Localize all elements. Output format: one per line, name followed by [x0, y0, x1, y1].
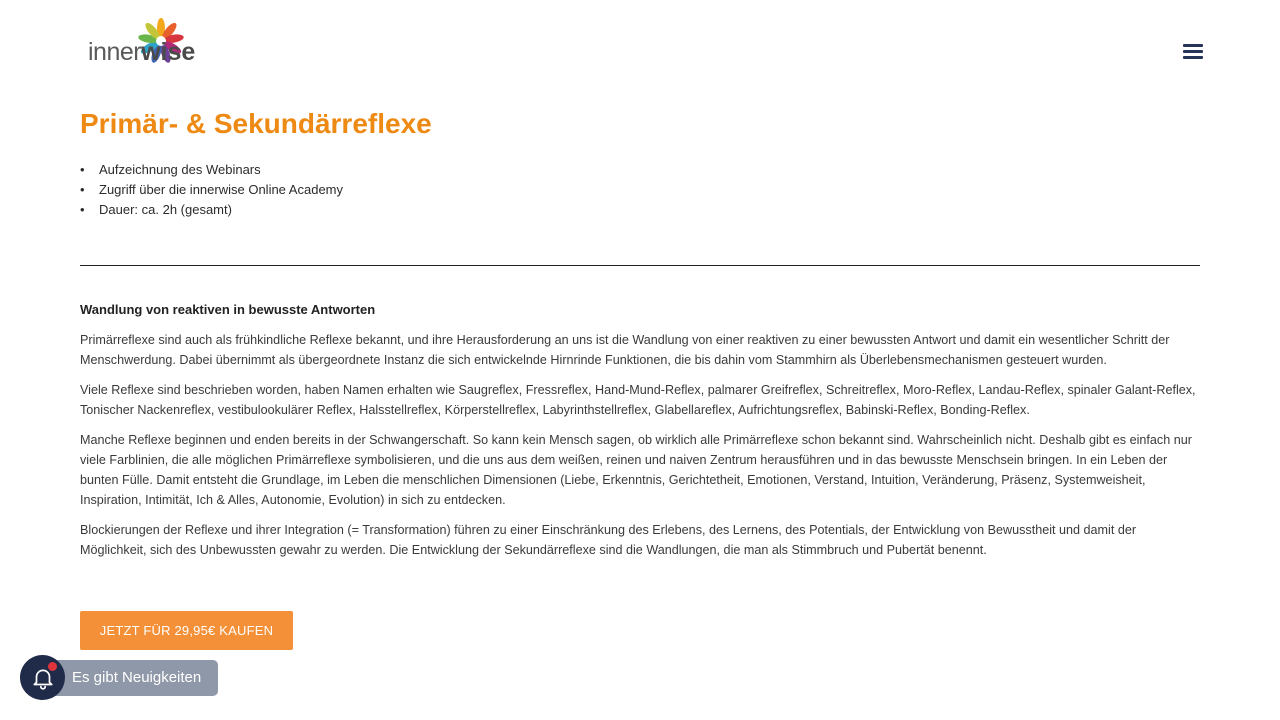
description-paragraph: Blockierungen der Reflexe und ihrer Integration (= Transformation) führen zu einer Einschränkung des Erlebens, des Lernens, des Potentials, der Entwicklung von Bewusstheit und damit der Möglichkeit, sich des Unbewussten gewahr zu werden. Die Entwicklung der Sekundärreflexe sind die Wandlungen, die man als Stimmbruch und Pubertät benennt.	[80, 523, 1137, 557]
feature-item: • Dauer: ca. 2h (gesamt)	[80, 200, 343, 220]
feature-list	[80, 160, 343, 220]
notification-badge	[48, 662, 57, 671]
logo-text-inner: inner	[88, 38, 142, 66]
innerwise-logo[interactable]	[80, 10, 210, 88]
menu-bar	[1183, 50, 1203, 53]
section-divider	[80, 265, 1200, 266]
news-notification-label[interactable]: Es gibt Neuigkeiten	[48, 660, 218, 696]
logo-wordmark	[88, 40, 195, 65]
description-paragraph: Primärreflexe sind auch als frühkindliche Reflexe bekannt, und ihre Herausforderung an uns ist die Wandlung von einer reaktiven zu einer bewussten Antwort und damit ein wesentlicher Schritt der Menschwerdung. Dabei übernimmt als übergeordnete Instanz die sich entwickelnde Hirnrinde Funktionen, die bis dahin vom Stammhirn als Überlebensmechanismen gesteuert wurden.	[80, 333, 1170, 367]
notification-bell-button[interactable]	[20, 655, 65, 700]
logo-text-wise: wise	[141, 38, 196, 66]
product-description	[80, 300, 1200, 570]
description-heading: Wandlung von reaktiven in bewusste Antworten	[80, 302, 376, 317]
menu-bar	[1183, 44, 1203, 47]
hamburger-menu-icon[interactable]	[1178, 38, 1208, 64]
site-header	[0, 0, 1280, 95]
menu-bar	[1183, 56, 1203, 59]
product-title: Primär- & Sekundärreflexe	[80, 108, 432, 139]
feature-item: • Zugriff über die innerwise Online Academy	[80, 180, 343, 200]
description-paragraph: Viele Reflexe sind beschrieben worden, haben Namen erhalten wie Saugreflex, Fressreflex, Hand-Mund-Reflex, palmarer Greifreflex, Schreitreflex, Moro-Reflex, Landau-Reflex, spinaler Galant-Reflex, Tonischer Nackenreflex, vestibulookulärer Reflex, Halsstellreflex, Körperstellreflex, Labyrinthstellreflex, Glabellareflex, Aufrichtungsreflex, Babinski-Reflex, Bonding-Reflex.	[80, 383, 1196, 417]
description-paragraph: Manche Reflexe beginnen und enden bereits in der Schwangerschaft. So kann kein Mensch sagen, ob wirklich alle Primärreflexe schon bekannt sind. Wahrscheinlich nicht. Deshalb gibt es einfach nur viele Farblinien, die alle möglichen Primärreflexe symbolisieren, und die uns aus dem weißen, reinen und naiven Zentrum herausführen und in das bewusste Menschsein bringen. In ein Leben der bunten Fülle. Damit entsteht die Grundlage, im Leben die menschlichen Dimensionen (Liebe, Erkenntnis, Gerichtetheit, Emotionen, Verstand, Intuition, Veränderung, Präsenz, Systemweisheit, Inspiration, Intimität, Ich & Alles, Autonomie, Evolution) in sich zu entdecken.	[80, 433, 1192, 507]
buy-button[interactable]: JETZT FÜR 29,95€ KAUFEN	[80, 611, 293, 650]
feature-item: • Aufzeichnung des Webinars	[80, 160, 343, 180]
